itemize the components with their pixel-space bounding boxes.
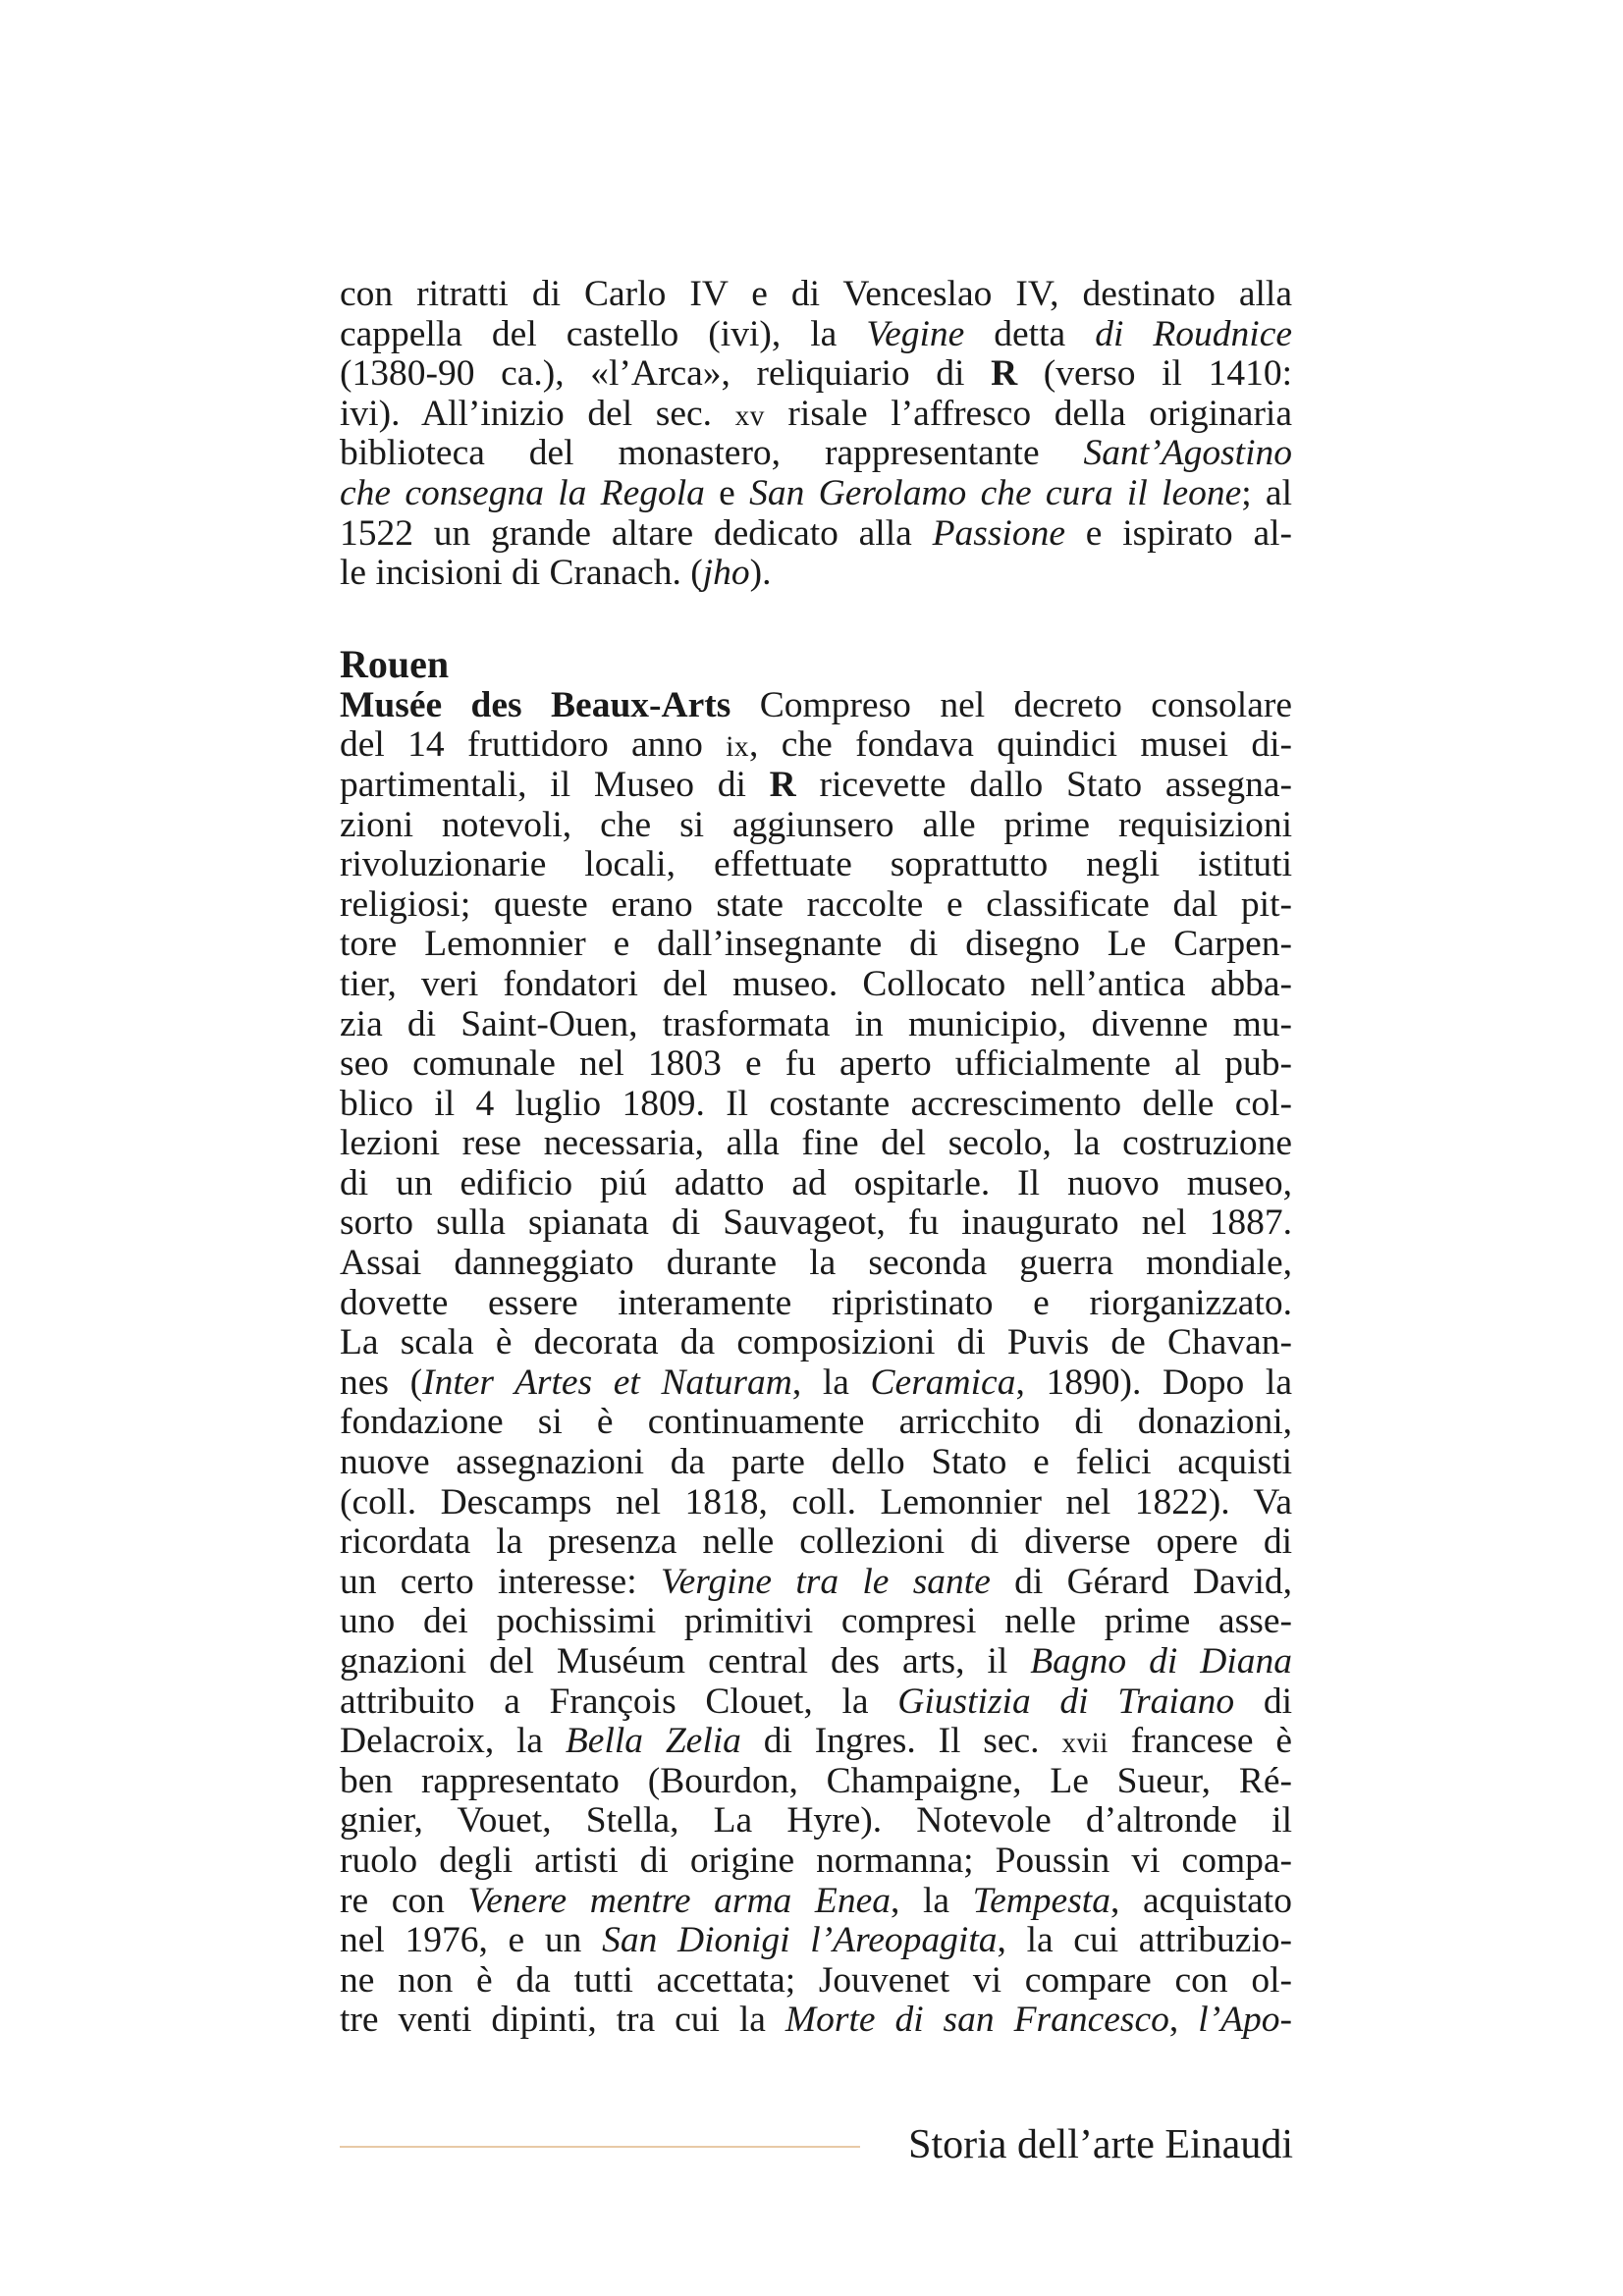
text-line: nuove assegnazioni da parte dello Stato e felici acquisti <box>340 1442 1292 1483</box>
text-run: con ritratti di Carlo IV e di Venceslao IV, destinato alla <box>340 274 1292 314</box>
paragraph-prague-continuation <box>340 275 1292 594</box>
text-line: ruolo degli artisti di origine normanna; Poussin vi compa- <box>340 1840 1292 1881</box>
text-run: di Gérard David, <box>990 1561 1292 1602</box>
text-line <box>340 766 1292 806</box>
text-run: le incisioni di Cranach. ( <box>340 553 703 594</box>
footer-title: Storia dell’arte Einaudi <box>908 2122 1293 2167</box>
author-initials: jho <box>702 553 750 594</box>
text-run: gnazioni del Muséum central des arts, il <box>340 1641 1031 1682</box>
museum-name: Musée des Beaux-Arts <box>340 684 731 725</box>
text-line: seo comunale nel 1803 e fu aperto ufficialmente al pub- <box>340 1043 1292 1085</box>
text-line: rivoluzionarie locali, effettuate soprattutto negli istituti <box>340 844 1292 885</box>
text-line <box>340 275 1292 315</box>
text-line <box>340 395 1292 435</box>
paragraph-rouen-museum <box>340 686 1292 2041</box>
text-line: ne non è da tutti accettata; Jouvenet vi compare con ol- <box>340 1959 1292 2001</box>
text-line: ben rappresentato (Bourdon, Champaigne, Le Sueur, Ré- <box>340 1760 1292 1801</box>
text-line <box>340 2001 1292 2041</box>
text-line <box>340 1921 1292 1961</box>
text-run: ivi). All’inizio del sec. <box>340 393 735 434</box>
text-line: zia di Saint-Ouen, trasformata in municipio, divenne mu- <box>340 1003 1292 1044</box>
text-run: (verso il 1410: <box>1017 353 1292 395</box>
text-line <box>340 315 1292 355</box>
city-abbreviation: R <box>769 764 796 805</box>
artwork-title: l’Apo- <box>1198 2000 1292 2041</box>
page-text <box>340 275 1292 2041</box>
artwork-title: Bagno di Diana <box>1030 1641 1292 1682</box>
artwork-title: Ceramica <box>870 1362 1016 1403</box>
text-run: e ispirato al- <box>1065 512 1292 554</box>
text-run: nes ( <box>340 1362 423 1403</box>
artwork-title: Tempesta <box>972 1880 1110 1921</box>
text-run: un certo interesse: <box>340 1561 661 1602</box>
text-line <box>340 554 1292 594</box>
text-run: attribuito a François Clouet, la <box>340 1681 898 1722</box>
text-run: nel 1976, e un <box>340 1920 603 1961</box>
artwork-title: Vergine tra le sante <box>660 1561 991 1602</box>
artwork-title: San Gerolamo che cura il leone <box>749 472 1242 513</box>
year-numeral: ix <box>726 731 750 764</box>
text-run: , acquistato <box>1109 1880 1292 1921</box>
artwork-title: di Roudnice <box>1095 313 1292 354</box>
text-line: tore Lemonnier e dall’insegnante di disegno Le Carpen- <box>340 924 1292 965</box>
artwork-title: Vegine <box>866 313 965 354</box>
text-line <box>340 1642 1292 1682</box>
text-run: , 1890). Dopo la <box>1015 1362 1292 1403</box>
text-line: dovette essere interamente ripristinato e riorganizzato. <box>340 1282 1292 1323</box>
text-run: risale l’affresco della originaria <box>764 393 1292 434</box>
text-line <box>340 514 1292 555</box>
text-run: di <box>1234 1681 1292 1722</box>
artwork-title: San Dionigi l’Areopagita <box>602 1920 998 1961</box>
text-line: La scala è decorata da composizioni di Puvis de Chavan- <box>340 1322 1292 1363</box>
text-line: di un edificio piú adatto ad ospitarle. Il nuovo museo, <box>340 1162 1292 1203</box>
text-line <box>340 1682 1292 1723</box>
text-line <box>340 434 1292 474</box>
text-run: tre venti dipinti, tra cui la <box>340 2000 785 2041</box>
artwork-title: Bella Zelia <box>565 1721 741 1762</box>
text-line <box>340 725 1292 766</box>
text-run: biblioteca del monastero, rappresentante <box>340 433 1084 474</box>
text-run: e <box>704 472 750 513</box>
text-line: religiosi; queste erano state raccolte e classificate dal pit- <box>340 883 1292 925</box>
text-run: , <box>1168 2000 1199 2041</box>
text-run: ). <box>749 553 772 594</box>
century-numeral: xvii <box>1061 1728 1109 1760</box>
text-line <box>340 474 1292 514</box>
text-run: , la <box>890 1880 973 1921</box>
artwork-title: Sant’Agostino <box>1083 433 1292 474</box>
text-line: (coll. Descamps nel 1818, coll. Lemonnier nel 1822). Va <box>340 1481 1292 1522</box>
text-run: detta <box>964 313 1096 354</box>
text-line: fondazione si è continuamente arricchito di donazioni, <box>340 1402 1292 1443</box>
artwork-title: che consegna la Regola <box>340 472 705 513</box>
text-line: lezioni rese necessaria, alla fine del secolo, la costruzione <box>340 1123 1292 1164</box>
text-run: francese è <box>1108 1721 1292 1762</box>
text-run: Delacroix, la <box>340 1721 566 1762</box>
text-run: , la <box>791 1362 871 1403</box>
artwork-title: Inter Artes et Naturam <box>422 1362 792 1403</box>
artwork-title: Venere mentre arma Enea <box>467 1880 891 1921</box>
text-run: del 14 fruttidoro anno <box>340 724 727 766</box>
text-run: (1380-90 ca.), «l’Arca», reliquiario di <box>340 353 992 395</box>
text-line <box>340 1363 1292 1404</box>
text-line <box>340 1882 1292 1922</box>
text-line <box>340 1563 1292 1603</box>
text-line: ricordata la presenza nelle collezioni di diverse opere di <box>340 1522 1292 1563</box>
text-run: 1522 un grande altare dedicato alla <box>340 512 933 554</box>
text-line: Assai danneggiato durante la seconda guerra mondiale, <box>340 1243 1292 1284</box>
section-heading: Rouen <box>340 641 450 686</box>
artwork-title: Morte di san Francesco <box>784 2000 1169 2041</box>
text-line: sorto sulla spianata di Sauvageot, fu inaugurato nel 1887. <box>340 1202 1292 1244</box>
artwork-title: Passione <box>932 512 1065 554</box>
text-line: zioni notevoli, che si aggiunsero alle prime requisizioni <box>340 804 1292 845</box>
text-run: partimentali, il Museo di <box>340 764 770 805</box>
text-line: gnier, Vouet, Stella, La Hyre). Notevole d’altronde il <box>340 1800 1292 1842</box>
text-run: cappella del castello (ivi), la <box>340 313 867 354</box>
city-abbreviation: R <box>991 353 1018 395</box>
text-run: , la cui attribuzio- <box>997 1920 1292 1961</box>
text-line <box>340 1722 1292 1762</box>
text-run: Compreso nel decreto consolare <box>730 684 1292 725</box>
text-run: ricevette dallo Stato assegna- <box>795 764 1292 805</box>
text-run: re con <box>340 1880 468 1921</box>
footer-rule <box>340 2146 860 2148</box>
text-run: , che fondava quindici musei di- <box>749 724 1292 766</box>
text-line <box>340 354 1292 395</box>
century-numeral: xv <box>734 400 765 432</box>
text-line: tier, veri fondatori del museo. Collocato nell’antica abba- <box>340 963 1292 1004</box>
text-run: di Ingres. Il sec. <box>740 1721 1062 1762</box>
text-line: blico il 4 luglio 1809. Il costante accrescimento delle col- <box>340 1083 1292 1124</box>
artwork-title: Giustizia di Traiano <box>897 1681 1235 1722</box>
text-line: uno dei pochissimi primitivi compresi nelle prime asse- <box>340 1601 1292 1642</box>
text-line <box>340 686 1292 726</box>
text-run: ; al <box>1241 472 1292 513</box>
